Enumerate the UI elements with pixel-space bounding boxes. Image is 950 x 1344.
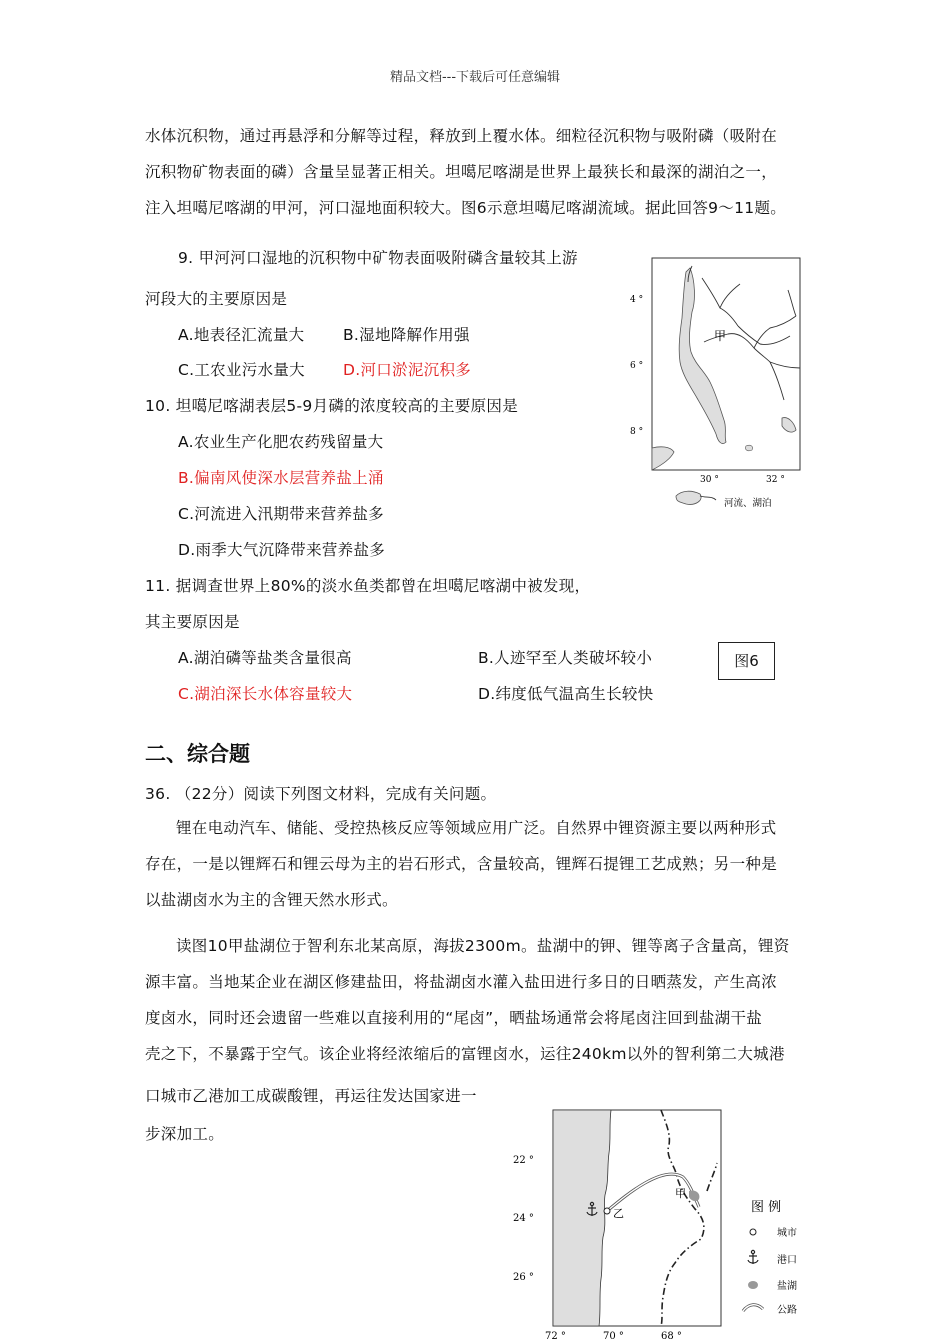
figure-6-caption: 图6 — [718, 642, 775, 680]
legend-lake-symbol — [676, 491, 701, 504]
fig6-legend-label: 河流、湖泊 — [724, 498, 772, 509]
map-frame — [652, 258, 800, 470]
fig6-lat-label: 4 ° — [630, 295, 644, 305]
fig6-lat-label: 6 ° — [630, 361, 644, 371]
q36-stem: 36. （22分）阅读下列图文材料，完成有关问题。 — [145, 785, 497, 803]
q11-option-a: A.湖泊磷等盐类含量很高 — [178, 649, 352, 667]
fig6-lon-label: 32 ° — [766, 475, 785, 485]
legend-salt-lake-icon — [748, 1281, 758, 1289]
q9-option-c: C.工农业污水量大 — [178, 361, 305, 379]
text-line: 读图10甲盐湖位于智利东北某高原，海拔2300m。盐湖中的钾、锂等离子含量高，锂资 — [176, 937, 790, 955]
text-line: 锂在电动汽车、储能、受控热核反应等领域应用广泛。自然界中锂资源主要以两种形式 — [176, 819, 777, 837]
q10-option-d: D.雨季大气沉降带来营养盐多 — [178, 541, 386, 559]
q11-stem-cont: 其主要原因是 — [145, 613, 240, 631]
figure-10-map — [505, 1105, 835, 1344]
text-line: 以盐湖卤水为主的含锂天然水形式。 — [145, 891, 398, 909]
q10-option-a: A.农业生产化肥农药残留量大 — [178, 433, 384, 451]
q9-option-b: B.湿地降解作用强 — [343, 326, 470, 344]
legend-river-symbol — [700, 496, 716, 500]
text-line: 源丰富。当地某企业在湖区修建盐田，将盐湖卤水灌入盐田进行多日的日晒蒸发，产生高浓 — [145, 973, 778, 991]
legend-item: 港口 — [777, 1255, 797, 1266]
fig10-lon-label: 72 ° — [545, 1331, 566, 1342]
intro-paragraph — [145, 118, 825, 226]
section-title: 二、综合题 — [145, 742, 250, 766]
legend-title: 图 例 — [751, 1200, 782, 1215]
fig6-lat-label: 8 ° — [630, 427, 644, 437]
q36-paragraph-1 — [145, 810, 825, 918]
q10-option-b-answer: B.偏南风使深水层营养盐上涌 — [178, 469, 384, 487]
fig10-place-yi: 乙 — [613, 1207, 624, 1220]
fig6-place-jia: 甲 — [714, 329, 727, 343]
legend-item: 盐湖 — [777, 1281, 797, 1292]
fig10-lat-label: 26 ° — [513, 1272, 534, 1283]
q9-stem: 9. 甲河河口湿地的沉积物中矿物表面吸附磷含量较其上游 — [178, 249, 578, 267]
text-line: 壳之下，不暴露于空气。该企业将经浓缩后的富锂卤水，运往240km以外的智利第二大城港 — [145, 1045, 785, 1063]
text-line: 存在，一是以锂辉石和锂云母为主的岩石形式，含量较高，锂辉石提锂工艺成熟；另一种是 — [145, 855, 778, 873]
q11-option-b: B.人迹罕至人类破坏较小 — [478, 649, 653, 667]
q9-stem-cont: 河段大的主要原因是 — [145, 290, 288, 308]
text-line: 水体沉积物，通过再悬浮和分解等过程，释放到上覆水体。细粒径沉积物与吸附磷（吸附在 — [145, 127, 778, 145]
q11-stem: 11. 据调查世界上80%的淡水鱼类都曾在坦噶尼喀湖中被发现， — [145, 577, 591, 595]
legend-city-icon — [750, 1229, 756, 1235]
q11-option-c-answer: C.湖泊深长水体容量较大 — [178, 685, 353, 703]
legend-item: 城市 — [777, 1228, 797, 1239]
lake-small — [745, 445, 752, 451]
text-line: 口城市乙港加工成碳酸锂，再运往发达国家进一 — [145, 1087, 477, 1105]
page-header: 精品文档---下载后可任意编辑 — [389, 70, 561, 85]
q10-option-c: C.河流进入汛期带来营养盐多 — [178, 505, 384, 523]
fig10-lon-label: 68 ° — [661, 1331, 682, 1342]
text-line: 步深加工。 — [145, 1125, 225, 1143]
q9-option-a: A.地表径汇流量大 — [178, 326, 305, 344]
legend-item: 公路 — [777, 1305, 797, 1316]
text-line: 沉积物矿物表面的磷）含量呈显著正相关。坦噶尼喀湖是世界上最狭长和最深的湖泊之一， — [145, 163, 778, 181]
fig10-lat-label: 22 ° — [513, 1155, 534, 1166]
figure-6-map — [620, 250, 810, 520]
q9-option-d-answer: D.河口淤泥沉积多 — [343, 361, 472, 379]
q10-stem: 10. 坦噶尼喀湖表层5-9月磷的浓度较高的主要原因是 — [145, 397, 518, 415]
text-line: 度卤水，同时还会遗留一些难以直接利用的“尾卤”，晒盐场通常会将尾卤注回到盐湖干盐 — [145, 1009, 763, 1027]
text-line: 注入坦噶尼喀湖的甲河，河口湿地面积较大。图6示意坦噶尼喀湖流域。据此回答9～11题。 — [145, 199, 787, 217]
fig10-place-jia: 甲 — [675, 1187, 686, 1200]
city-marker — [604, 1208, 610, 1214]
q11-option-d: D.纬度低气温高生长较快 — [478, 685, 654, 703]
legend-anchor-icon — [748, 1250, 758, 1264]
fig10-lat-label: 24 ° — [513, 1213, 534, 1224]
fig6-lon-label: 30 ° — [700, 475, 719, 485]
fig10-lon-label: 70 ° — [603, 1331, 624, 1342]
